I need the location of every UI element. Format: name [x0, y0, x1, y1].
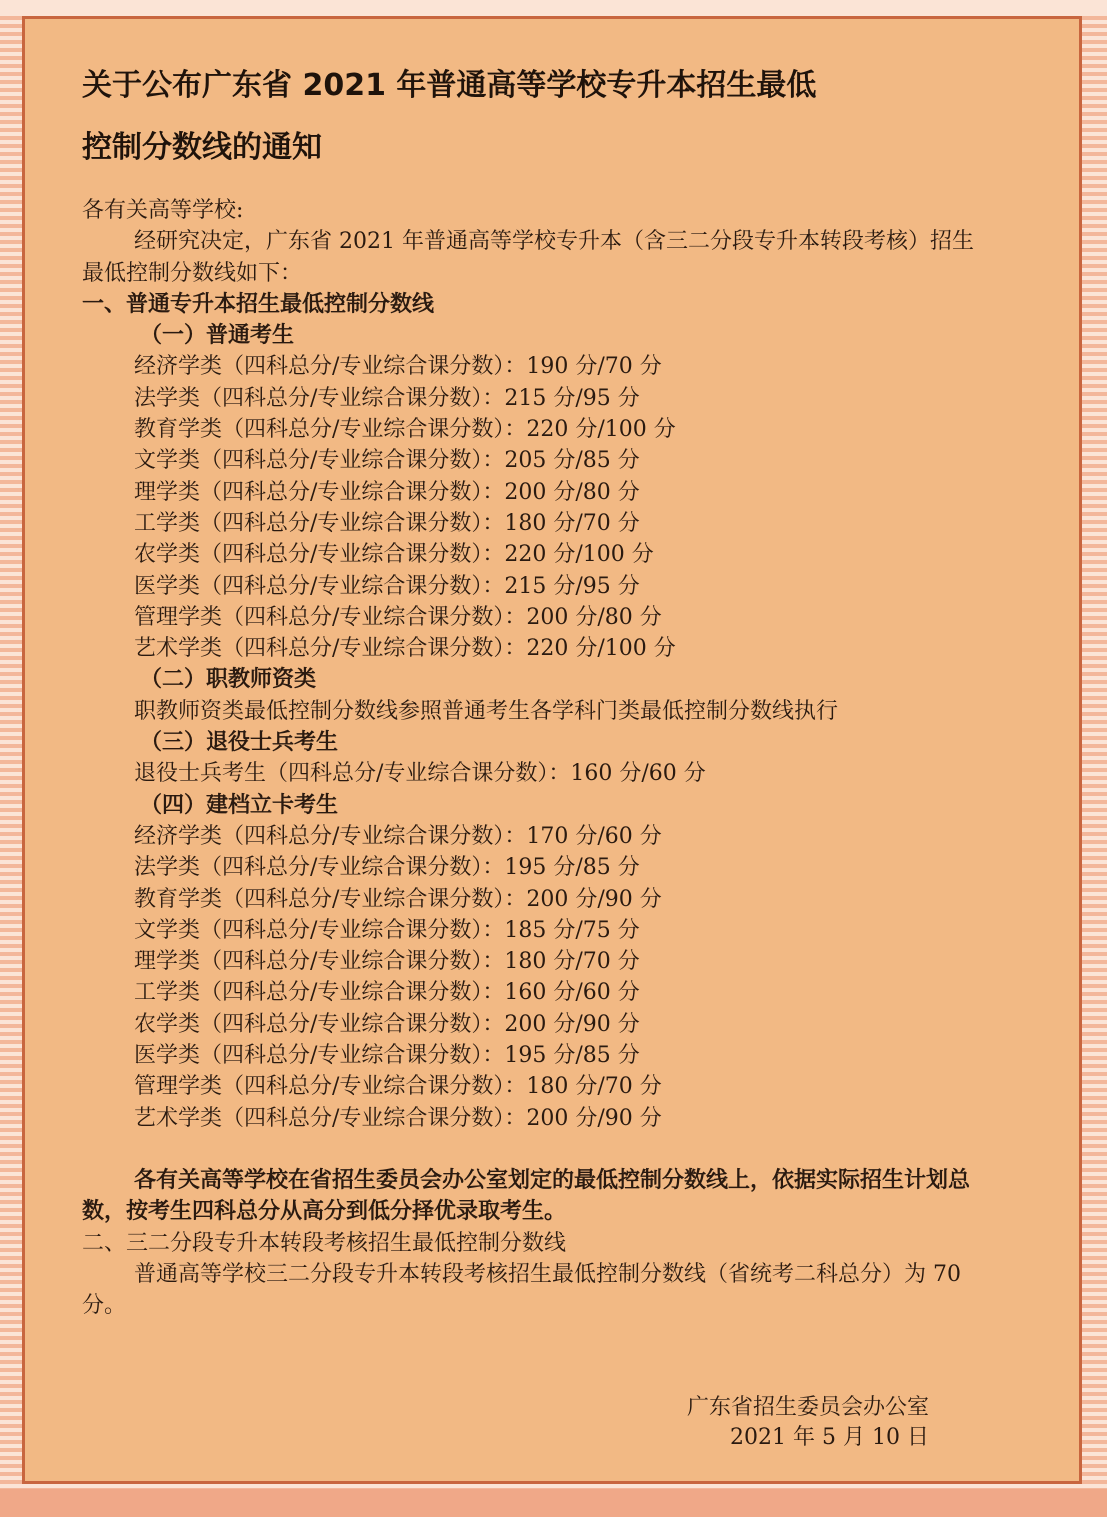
score-row: 法学类（四科总分/专业综合课分数）：215 分/95 分	[134, 385, 640, 411]
score-row: 教育学类（四科总分/专业综合课分数）：220 分/100 分	[134, 417, 676, 443]
score-row: 农学类（四科总分/专业综合课分数）：200 分/90 分	[134, 1011, 640, 1037]
score-row: 农学类（四科总分/专业综合课分数）：220 分/100 分	[134, 542, 654, 568]
score-row: 理学类（四科总分/专业综合课分数）：200 分/80 分	[134, 479, 640, 505]
top-band	[0, 0, 1107, 16]
section2-heading: 二、三二分段专升本转段考核招生最低控制分数线	[82, 1230, 567, 1256]
regular-students-heading: （一）普通考生	[140, 323, 295, 349]
vocational-heading: （二）职教师资类	[140, 667, 317, 693]
section2-text: 普通高等学校三二分段专升本转段考核招生最低控制分数线（省统考二科总分）为 70 分。	[82, 1261, 961, 1319]
score-row: 工学类（四科总分/专业综合课分数）：180 分/70 分	[134, 510, 640, 536]
score-row: 工学类（四科总分/专业综合课分数）：160 分/60 分	[134, 980, 640, 1006]
intro-paragraph: 经研究决定，广东省 2021 年普通高等学校专升本（含三二分段专升本转段考核）招生最低控制分数线如下：	[82, 229, 974, 286]
score-row: 教育学类（四科总分/专业综合课分数）：200 分/90 分	[134, 886, 662, 912]
notice-frame	[22, 16, 1082, 1484]
issuing-office: 广东省招生委员会办公室	[686, 1395, 929, 1420]
score-row: 经济学类（四科总分/专业综合课分数）：170 分/60 分	[134, 823, 662, 849]
admission-note: 各有关高等学校在省招生委员会办公室划定的最低控制分数线上，依据实际招生计划总数，按考生四科总分从高分到低分择优录取考生。	[82, 1167, 971, 1225]
score-row: 医学类（四科总分/专业综合课分数）：195 分/85 分	[134, 1043, 640, 1069]
veterans-heading: （三）退役士兵考生	[140, 730, 339, 756]
poverty-score-list	[82, 821, 982, 1134]
score-row: 医学类（四科总分/专业综合课分数）：215 分/95 分	[134, 573, 640, 599]
vocational-text: 职教师资类最低控制分数线参照普通考生各学科门类最低控制分数线执行	[134, 698, 839, 724]
notice-content	[82, 55, 982, 1321]
bottom-band	[0, 1489, 1107, 1517]
salutation: 各有关高等学校:	[82, 198, 244, 223]
title-line-2: 控制分数线的通知	[82, 130, 322, 165]
regular-score-list	[82, 351, 982, 664]
score-row: 经济学类（四科总分/专业综合课分数）：190 分/70 分	[134, 354, 662, 380]
score-row: 文学类（四科总分/专业综合课分数）：185 分/75 分	[134, 917, 640, 943]
score-row: 法学类（四科总分/专业综合课分数）：195 分/85 分	[134, 855, 640, 881]
signature-block	[687, 1393, 929, 1453]
veterans-text: 退役士兵考生（四科总分/专业综合课分数）：160 分/60 分	[134, 761, 706, 787]
score-row: 理学类（四科总分/专业综合课分数）：180 分/70 分	[134, 949, 640, 975]
score-row: 文学类（四科总分/专业综合课分数）：205 分/85 分	[134, 448, 640, 474]
issue-date: 2021 年 5 月 10 日	[730, 1425, 929, 1450]
title-line-1: 关于公布广东省 2021 年普通高等学校专升本招生最低	[82, 68, 817, 103]
notice-title	[82, 55, 982, 179]
section1-heading: 一、普通专升本招生最低控制分数线	[82, 291, 435, 317]
score-row: 艺术学类（四科总分/专业综合课分数）：200 分/90 分	[134, 1105, 662, 1131]
score-row: 艺术学类（四科总分/专业综合课分数）：220 分/100 分	[134, 636, 676, 662]
score-row: 管理学类（四科总分/专业综合课分数）：200 分/80 分	[134, 604, 662, 630]
score-row: 管理学类（四科总分/专业综合课分数）：180 分/70 分	[134, 1074, 662, 1100]
poverty-heading: （四）建档立卡考生	[140, 792, 339, 818]
